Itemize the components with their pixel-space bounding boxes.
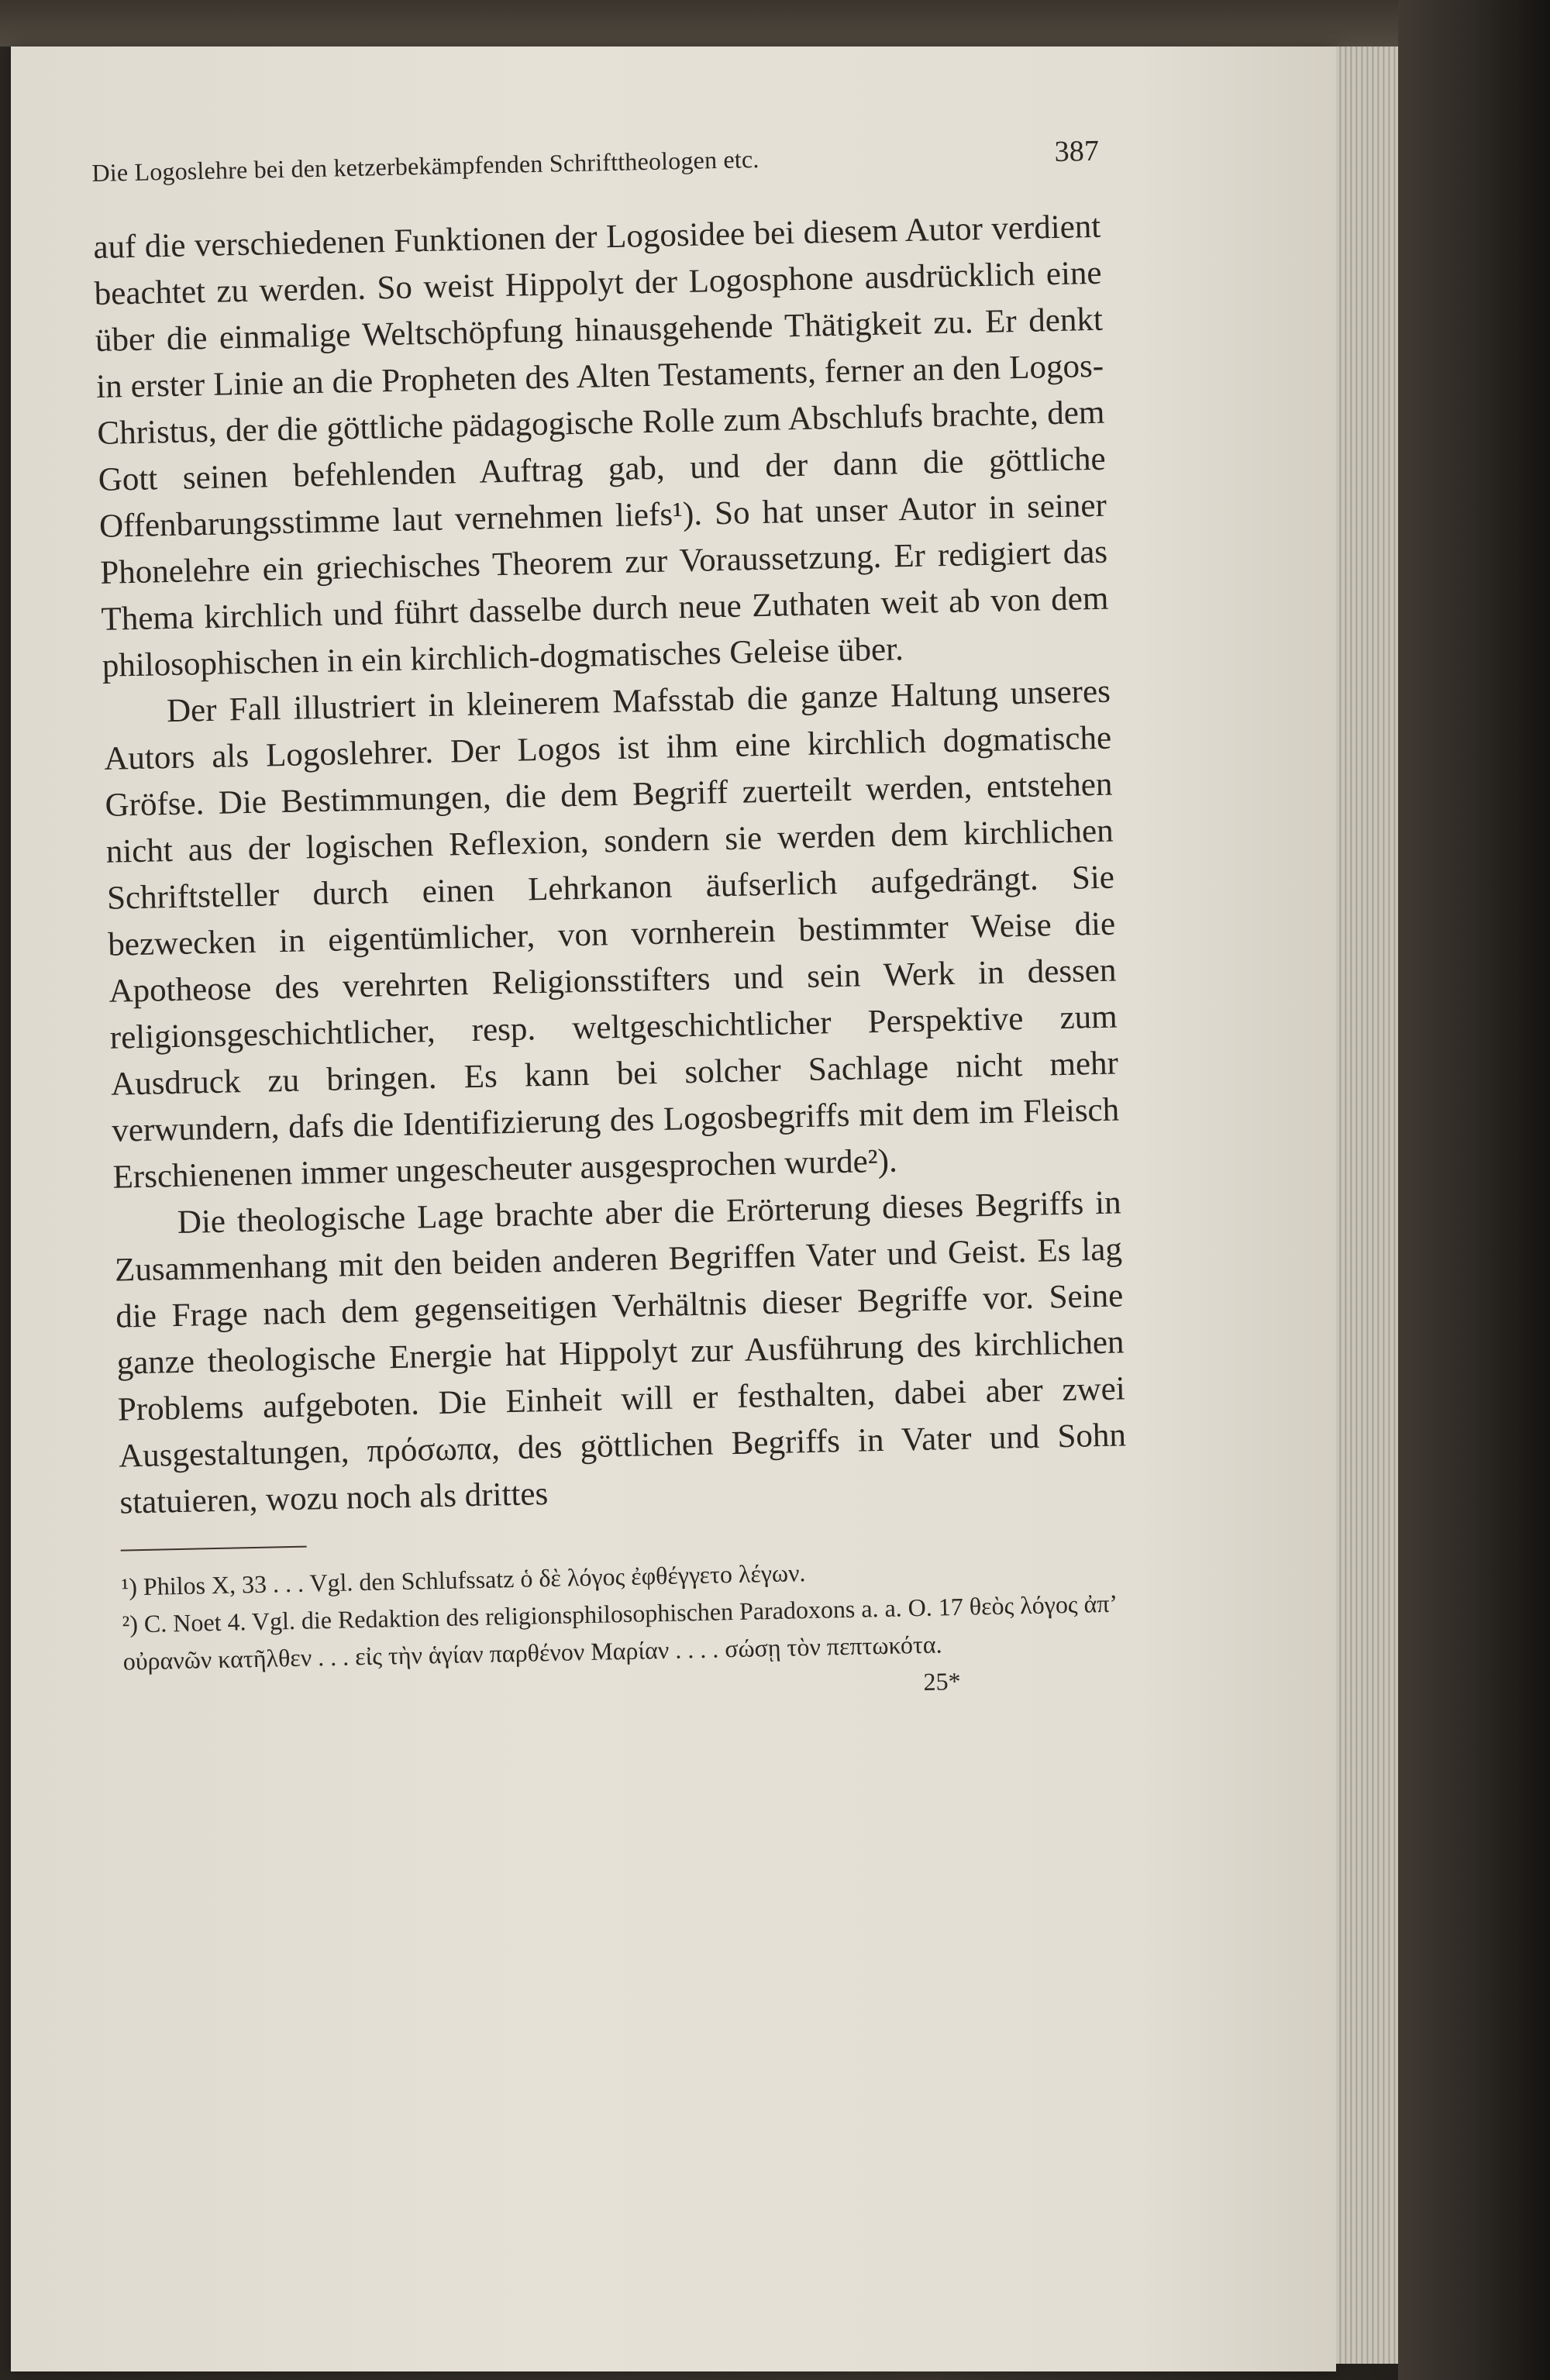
book-cover [1398,0,1550,2380]
scan-top-band [0,0,1550,46]
paragraph-3: Die theologische Lage brachte aber die Erörterung dieses Begriffs in Zusammenhang mit den beiden anderen Begriffen Vater und Geist. Es lag die Frage nach dem gegenseitigen Verhältnis dieser Begriffe vor. Seine ganze theologische Energie hat Hippolyt zur Ausführung des kirchlichen Problems aufgeboten. Die Einheit will er festhalten, dabei aber zwei Ausgestaltungen, πρόσωπα, des göttlichen Begriffs in Vater und Sohn statuieren, wozu noch als drittes [114,1184,1127,1521]
footnote-rule [121,1546,307,1552]
running-title: Die Logoslehre bei den ketzerbekämpfenden Schrifttheologen etc. [91,144,760,187]
footnote-1: ¹) Philos X, 33 . . . Vgl. den Schlufssatz ὁ δὲ λόγος ἐφθέγγετο λέγων. [121,1559,806,1601]
paragraph-2: Der Fall illustriert in kleinerem Mafsstab die ganze Haltung unseres Autors als Logoslehrer. Der Logos ist ihm eine kirchlich dogmatische Gröfse. Die Bestimmungen, die dem Begriff zuerteilt werden, entstehen nicht aus der logischen Reflexion, sondern sie werden dem kirchlichen Schriftsteller durch einen Lehrkanon äufserlich aufgedrängt. Sie bezwecken in eigentümlicher, von vornherein bestimmter Weise die Apotheose des verehrten Religionsstifters und sein Werk in dessen religionsgeschichtlicher, resp. weltgeschichtlicher Perspektive zum Ausdruck zu bringen. Es kann bei solcher Sachlage nicht mehr verwundern, dafs die Identifizierung des Logosbegriffs mit dem im Fleisch Erschienenen immer ungescheuter ausgesprochen wurde²). [103,673,1120,1196]
page-text [91,134,1132,1714]
page-edges [1336,46,1398,2364]
footnote-2: ²) C. Noet 4. Vgl. die Redaktion des religionsphilosophischen Paradoxons a. a. O. 17 θεὸς λόγος ἀπ’ οὐρανῶν κατῆλθεν . . . εἰς τὴν ἁγίαν παρθένον Μαρίαν . . . . σώσῃ τὸν πεπτωκότα. [122,1589,1117,1676]
paragraph-1: auf die verschiedenen Funktionen der Logosidee bei diesem Autor verdient beachtet zu werden. So weist Hippolyt der Logosphone ausdrücklich eine über die einmalige Weltschöpfung hinausgehende Thätigkeit zu. Er denkt in erster Linie an die Propheten des Alten Testaments, ferner an den Logos-Christus, der die göttliche pädagogische Rolle zum Abschlufs brachte, dem Gott seinen befehlenden Auftrag gab, und der dann die göttliche Offenbarungsstimme laut vernehmen liefs¹). So hat unser Autor in seiner Phonelehre ein griechisches Theorem zur Voraussetzung. Er redigiert das Thema kirchlich und führt dasselbe durch neue Zuthaten weit ab von dem philosophischen in ein kirchlich-dogmatisches Geleise über. [93,208,1109,684]
page-number: 387 [1054,134,1100,168]
signature-mark: 25* [923,1666,961,1696]
